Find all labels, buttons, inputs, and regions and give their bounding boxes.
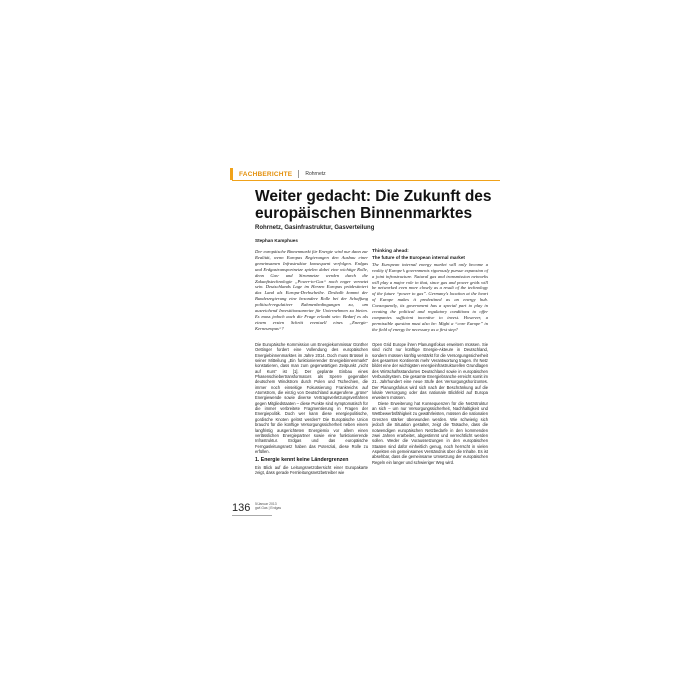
section-label: FACHBERICHTE — [239, 170, 293, 178]
abstract-german: Der europäische Binnenmarkt für Energie wird nur dann zur Realität, wenn Europas Regierungen den Ausbau einer gemeinsamen Infrastruktur konsequent verfolgen. Erdgas und Erdgastransportnetze spielen dabei eine wichtige Rolle, denn Gas- und Stromnetze werden durch die Zukunftstechnologie „Power-to-Gas“ noch enger vernetzt sein. Deutschlands Lage im Herzen Europas prädestiniert das Land als Europa-Drehscheibe. Deshalb kommt der Bundesregierung eine besondere Rolle bei der Schaffung politisch-regulativer Rahmenbedingungen zu, um ausreichend Investitionsanreize für Unternehmen zu bieten. Es muss jedoch auch die Frage erlaubt sein: Bedarf es als einem ersten Schritt eventuell eines „Energie-Kerneuropas“? — [255, 249, 368, 331]
page-number: 136 — [232, 502, 251, 514]
abstract-en-text: The European internal energy market will only become a reality if Europe’s governments rigorously pursue expansion of a joint infrastructure. Natural gas and transmission networks will play a major role in that, since gas and power grids will be networked even more closely as a result of the technology of the future “power to gas”. Germany’s location at the heart of Europe makes it predestined as an energy hub. Consequently, its government has a special part to play in creating the political and regulatory conditions to offer companies sufficient incentive to invest. However, a permissible question must also be: Might a “core Europe” in the field of energy be necessary as a first step? — [372, 261, 488, 332]
article-keywords: Rohrnetz, Gasinfrastruktur, Gasverteilung — [255, 225, 375, 231]
section-header — [230, 168, 326, 180]
journal-label: gwf-Gas | Erdgas — [255, 506, 282, 510]
issue-label: 5/Januar 2013 — [255, 502, 277, 506]
body-column-1 — [255, 342, 368, 475]
section-heading: 1. Energie kennt keine Ländergrenzen — [255, 457, 349, 464]
author-name: Stephan Kamphues — [255, 238, 298, 243]
body-paragraph: Die Europäische Kommission um Energiekommissar Günther Oettinger fordert eine Vollendung des europäischen Energiebinnenmarktes im Jahre 2014. Doch muss Brüssel in seiner Mitteilung „Ein funktionierender Energiebinnenmarkt“ konstatieren, dass man zum gegenwärtigen Zeitpunkt „nicht auf Kurs“ ist [1]. Der geplante Einbau eines Phasenschiebertransformators als Sperre gegenüber deutschem Windstrom durch Polen und Tschechien, die immer noch einseitige Fokussierung Frankreichs auf Atomstrom, die einzig von Deutschland ausgerufene „grüne“ Energiewende sowie diverse Vertragsverletzungsverfahren gegen Mitgliedstaaten – diese Punkte sind symptomatisch für die immer verbreitete Fragmentierung in Fragen der Energiepolitik. Doch wer kann diese energiepolitische, gordische Knoten gelöst werden? Die Europäische Union braucht für die künftige Versorgungssicherheit neben einem langfristig ausgerichteten Energiemix vor allem einen verlässlichen Energiepartner sowie eine funktionierende Infrastruktur. Erdgas und das europäische Ferngasleitungsnetz haben das Potenzial, diese Rolle zu erfüllen. — [255, 342, 368, 454]
footer-rule — [232, 515, 272, 516]
abstract-english — [372, 249, 488, 333]
abstract-en-subtitle: The future of the European internal market — [372, 254, 465, 260]
article-title: Weiter gedacht: Die Zukunft des europäischen Binnenmarktes — [255, 188, 492, 222]
header-divider — [298, 170, 299, 178]
body-paragraph: Diese Erweiterung hat Konsequenzen für die Netzstruktur an sich – um nur Versorgungssicherheit, Nachhaltigkeit und Wettbewerbsfähigkeit zu gewährleisten, müssen die nationalen Grenzen stärker überwunden werden. Wie schwierig sich jedoch die Situation gestaltet, zeigt die Tatsache, dass die notwendigen europäischen Netzbedarfe in den kommenden zwei Jahren erarbeitet, abgestimmt und verrechtlicht werden sollen. Weder die Voraussetzungen in den europäischen Staaten sind dafür einheitlich genug, noch herrscht in vielen Aspekten ein gemeinsames Verständnis über die Inhalte. Es ist absehbar, dass die gemeinsame Umsetzung der europäischen Regeln ein langer und schwieriger Weg wird. — [372, 400, 488, 465]
topic-label: Rohrnetz — [305, 171, 326, 177]
accent-bar — [230, 168, 233, 180]
body-column-2 — [372, 342, 488, 465]
abstract-en-title: Thinking ahead: — [372, 249, 409, 254]
header-rule — [232, 180, 500, 181]
body-paragraph: Open Grid Europe ihren Planungsfokus erweitern müssen. Sie sind nicht nur künftige Energie-Akteure in Deutschland, sondern müssen künftig verstärkt für die Versorgungssicherheit des gesamten Kontinents mehr Verantwortung tragen. Ihr Netz bildet eine der wichtigsten energieinfrastrukturellen Grundlagen des Wirtschaftsstandortes Deutschland sowie in europäischen Verbundsystem. Die gesamte Energiebranche erreicht somit im 21. Jahrhundert eine neue Stufe des Versorgungshorizontes. Der Planungsfokus wird sich nach der Beschränkung auf die lokale Versorgung oder das nationale Blickfeld auf Europa erweitern müssen. — [372, 342, 489, 401]
body-paragraph: Ein Blick auf die Leitungsnetzübersicht einer Europakarte zeigt, dass gerade Fernleitungsnetzbetreiber wie — [255, 464, 368, 475]
footer-info — [255, 502, 281, 510]
